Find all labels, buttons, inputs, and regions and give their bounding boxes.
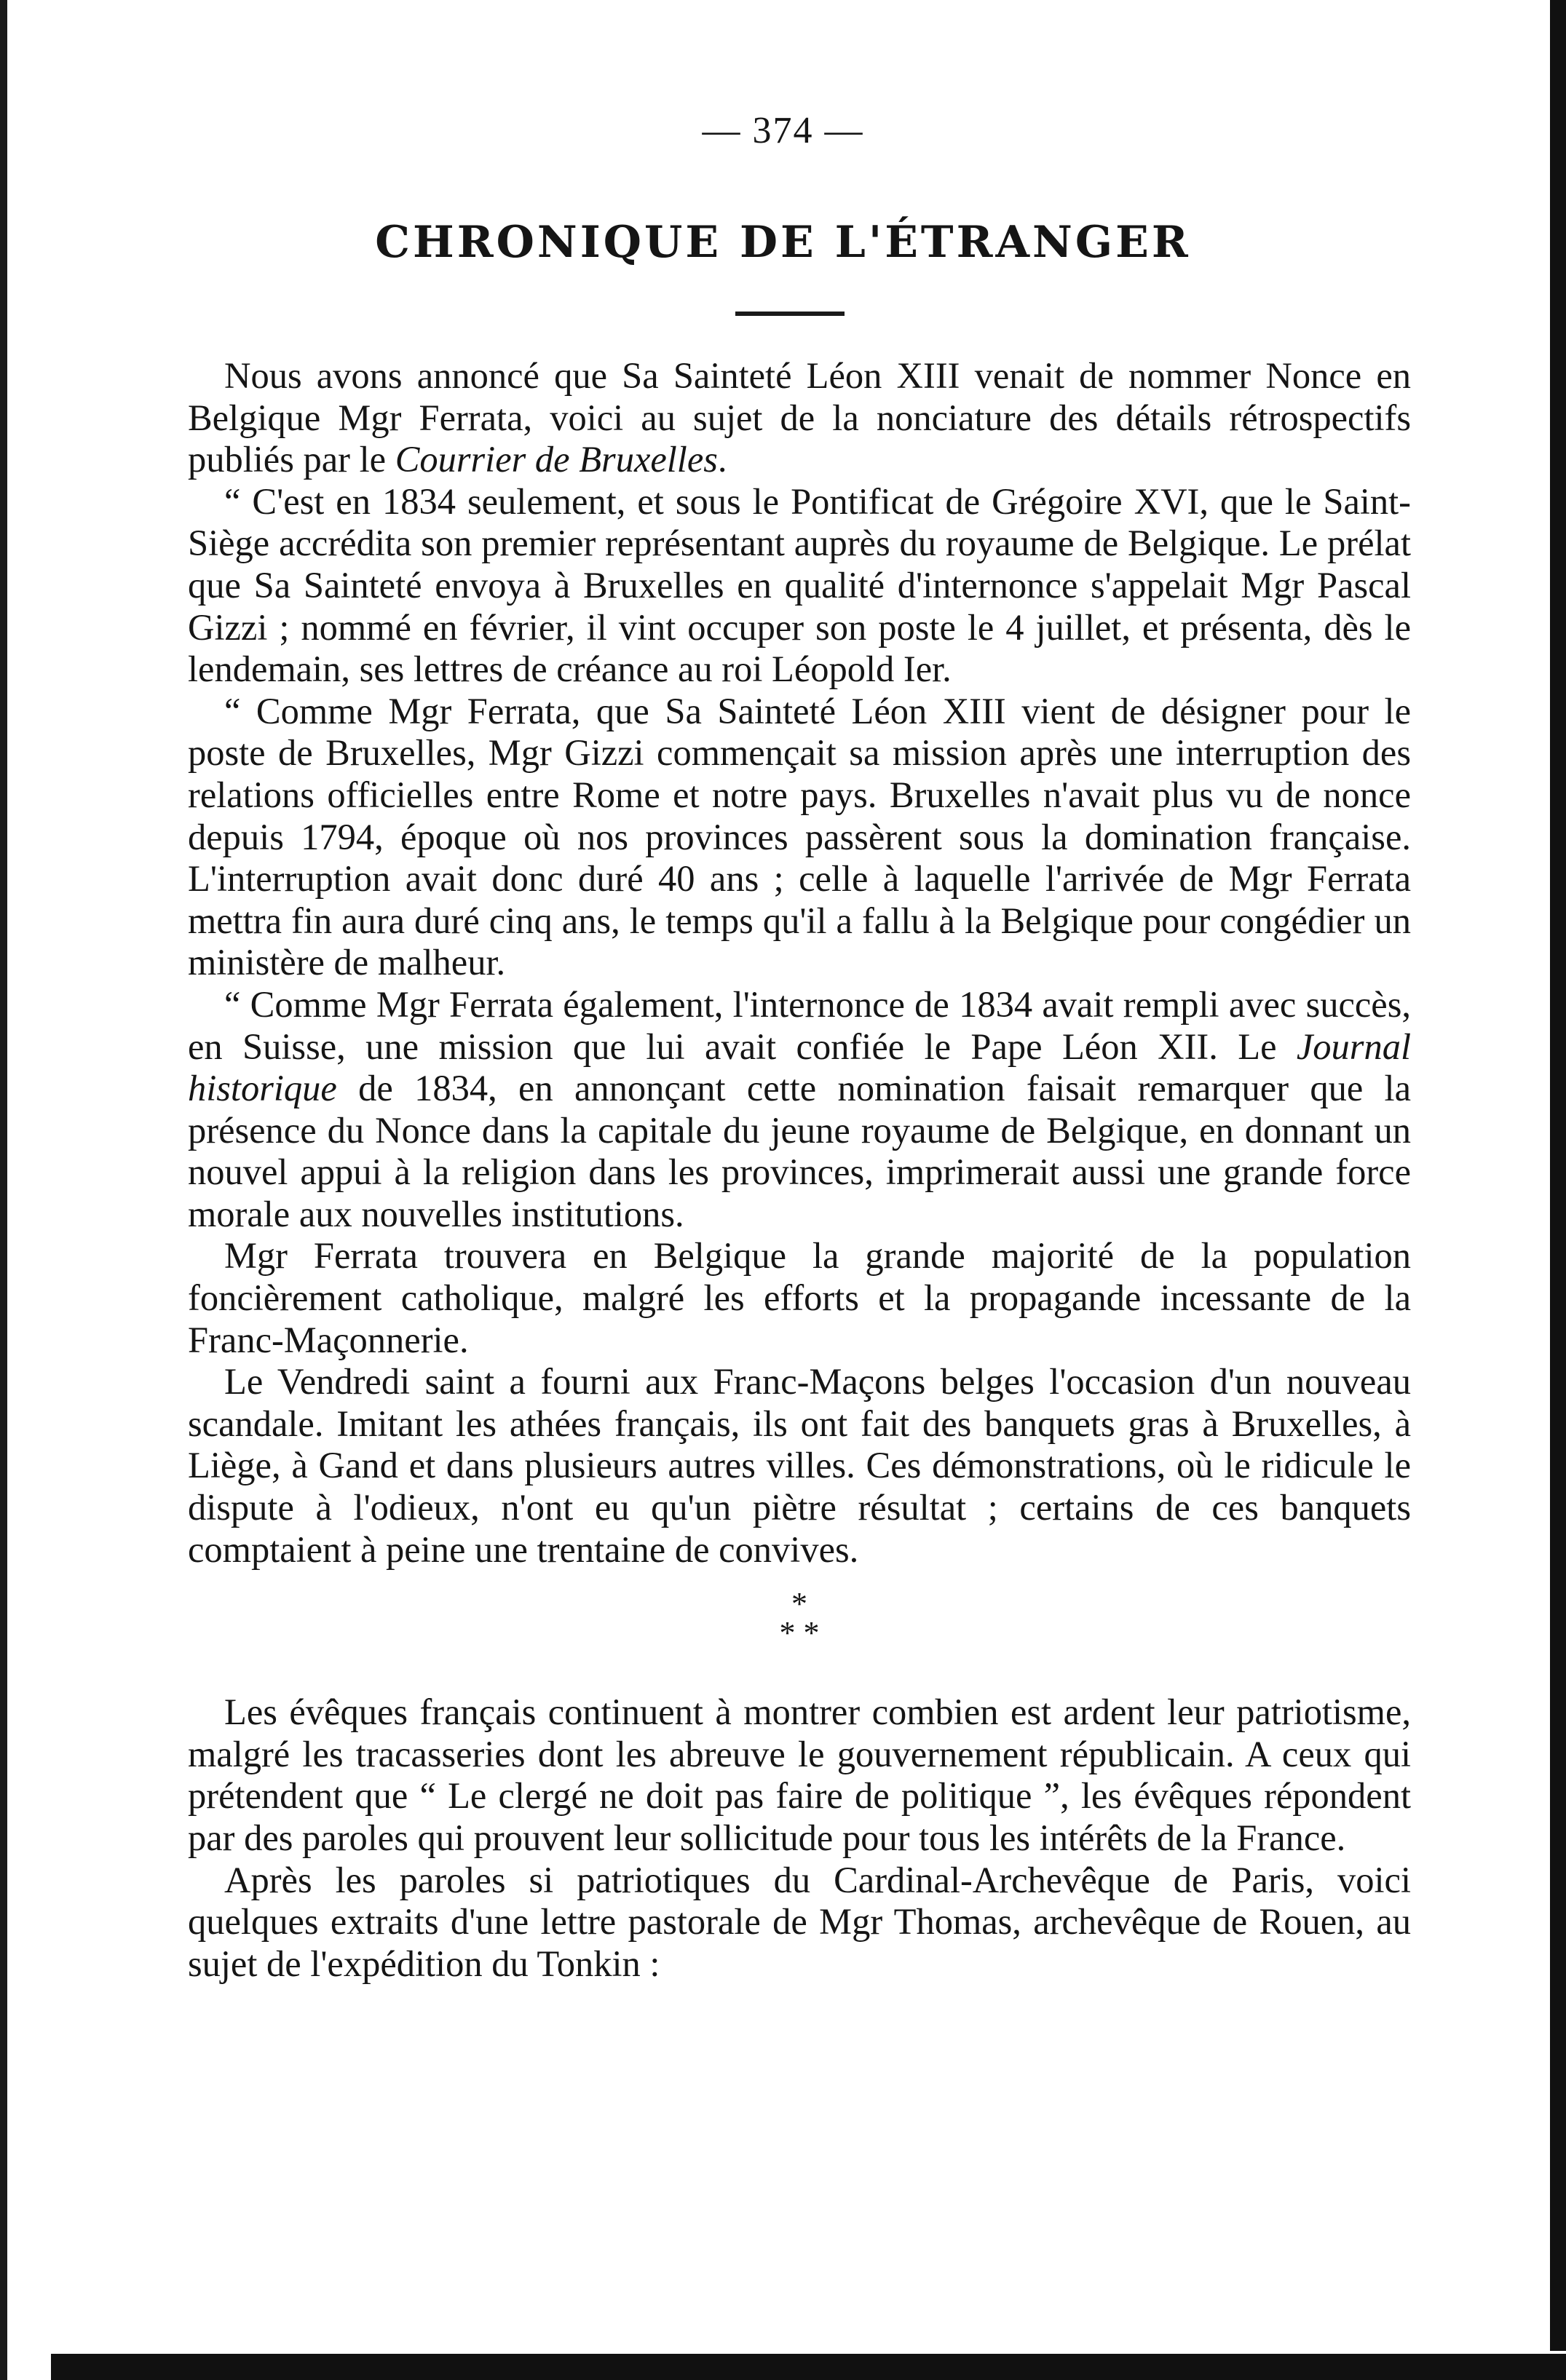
title-divider xyxy=(735,312,845,316)
asterism-bottom: * * xyxy=(779,1615,820,1651)
article-body xyxy=(188,355,1411,1985)
paragraph-announcement xyxy=(188,355,1411,481)
scan-right-edge xyxy=(1550,0,1566,2351)
paragraph-interruption: “ Comme Mgr Ferrata, que Sa Sainteté Léon XIII vient de désigner pour le poste de Bruxelles, Mgr Gizzi commençait sa mission après une interruption des relations officielles entre Rome et notre pays. Bruxelles n'avait plus vu de nonce depuis 1794, époque où nos provinces passèrent sous la domination française. L'interruption avait donc duré 40 ans ; celle à laquelle l'arrivée de Mgr Ferrata mettra fin aura duré cinq ans, le temps qu'il a fallu à la Belgique pour congédier un ministère de malheur. xyxy=(188,690,1411,983)
paragraph-text: de 1834, en annonçant cette nomination faisait remarquer que la présence du Nonce dans la capitale du jeune royaume de Belgique, en donnant un nouvel appui à la religion dans les provinces, imprimerait aussi une grande force morale aux nouvelles institutions. xyxy=(188,1068,1411,1234)
paragraph-mission-suisse xyxy=(188,984,1411,1236)
page-number: — 374 — xyxy=(702,110,864,151)
paragraph-population: Mgr Ferrata trouvera en Belgique la grande majorité de la population foncièrement catholique, malgré les efforts et la propagande incessante de la Franc-Maçonnerie. xyxy=(188,1235,1411,1360)
scan-bottom-edge xyxy=(51,2354,1566,2380)
asterism-top: * xyxy=(791,1586,807,1622)
paragraph-text: . xyxy=(717,439,727,480)
paragraph-text: Nous avons annoncé que Sa Sainteté Léon XIII venait de nommer Nonce en Belgique Mgr Ferrata, voici au sujet de la nonciature des détails rétrospectifs publiés par le xyxy=(188,355,1411,480)
paragraph-vendredi-saint: Le Vendredi saint a fourni aux Franc-Maçons belges l'occasion d'un nouveau scandale. Imitant les athées français, ils ont fait des banquets gras à Bruxelles, à Liège, à Gand et dans plusieurs autres villes. Ces démonstrations, où le ridicule le dispute à l'odieux, n'ont eu qu'un piètre résultat ; certains de ces banquets comptaient à peine une trentaine de convives. xyxy=(188,1361,1411,1570)
asterism-separator xyxy=(188,1571,1411,1691)
paragraph-history-1834: “ C'est en 1834 seulement, et sous le Pontificat de Grégoire XVI, que le Saint-Siège accrédita son premier représentant auprès du royaume de Belgique. Le prélat que Sa Sainteté envoya à Bruxelles en qualité d'internonce s'appelait Mgr Pascal Gizzi ; nommé en février, il vint occuper son poste le 4 juillet, et présenta, dès le lendemain, ses lettres de créance au roi Léopold Ier. xyxy=(188,480,1411,690)
source-title: Journal historique xyxy=(188,1026,1411,1109)
paragraph-lettre-pastorale: Après les paroles si patriotiques du Cardinal-Archevêque de Paris, voici quelques extraits d'une lettre pastorale de Mgr Thomas, archevêque de Rouen, au sujet de l'expédition du Tonkin : xyxy=(188,1859,1411,1984)
page-title: CHRONIQUE DE L'ÉTRANGER xyxy=(375,217,1191,268)
scan-left-edge xyxy=(0,0,7,2380)
source-title: Courrier de Bruxelles xyxy=(395,439,718,480)
paragraph-text: “ Comme Mgr Ferrata également, l'internonce de 1834 avait rempli avec succès, en Suisse, une mission que lui avait confiée le Pape Léon XII. Le xyxy=(188,983,1411,1067)
paragraph-eveques: Les évêques français continuent à montrer combien est ardent leur patriotisme, malgré les tracasseries dont les abreuve le gouvernement républicain. A ceux qui prétendent que “ Le clergé ne doit pas faire de politique ”, les évêques répondent par des paroles qui prouvent leur sollicitude pour tous les intérêts de la France. xyxy=(188,1691,1411,1858)
